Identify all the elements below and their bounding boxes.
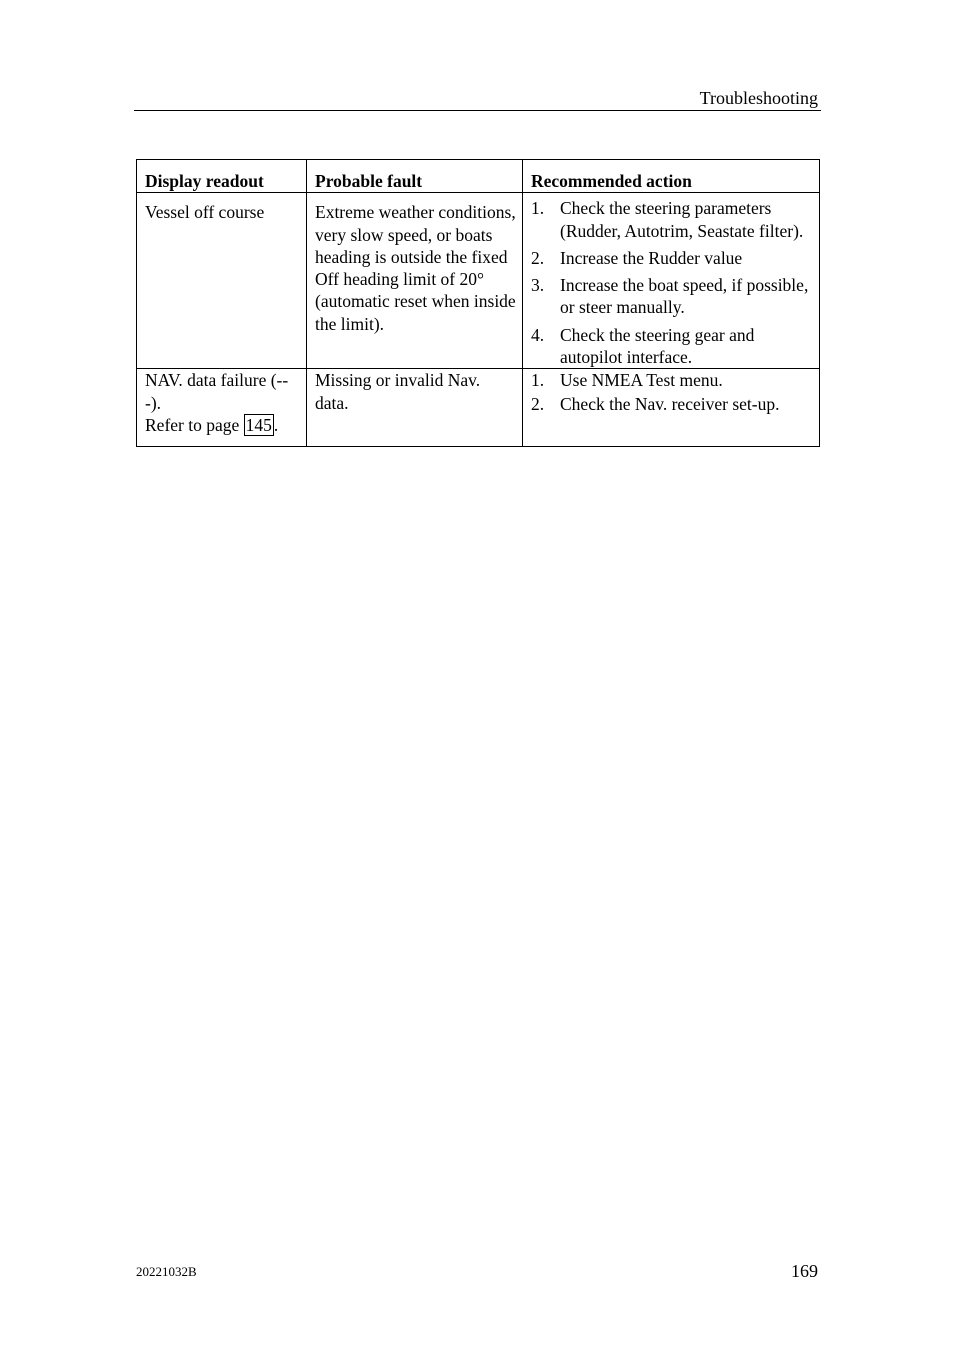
table-row	[137, 193, 820, 369]
column-header-recommended-action: Recommended action	[523, 160, 820, 193]
action-list	[531, 197, 813, 368]
column-header-display-readout: Display readout	[137, 160, 307, 193]
list-item	[531, 369, 813, 391]
readout-text: NAV. data failure (---).	[145, 370, 289, 413]
action-cell	[523, 369, 820, 447]
page-number: 169	[791, 1261, 818, 1281]
table-header-row	[137, 160, 820, 193]
document-number: 20221032B	[136, 1264, 197, 1279]
fault-cell: Missing or invalid Nav. data.	[307, 369, 523, 447]
list-item-number: 3.	[531, 275, 545, 296]
list-item	[531, 197, 813, 242]
readout-cell: Vessel off course	[137, 193, 307, 369]
troubleshooting-table	[136, 159, 820, 447]
table-row	[137, 369, 820, 447]
page-reference-suffix: .	[273, 414, 279, 435]
list-item-text: Check the Nav. receiver set-up.	[560, 393, 780, 414]
list-item-text: Check the steering gear and autopilot interface.	[560, 324, 755, 368]
action-list	[531, 369, 813, 415]
list-item-number: 4.	[531, 324, 545, 345]
list-item	[531, 324, 813, 369]
list-item-text: Increase the boat speed, if possible, or steer manually.	[560, 275, 809, 318]
page-reference-prefix: Refer to page	[145, 414, 244, 435]
list-item-text: Check the steering parameters (Rudder, Autotrim, Seastate filter).	[560, 198, 804, 241]
list-item	[531, 247, 813, 269]
fault-cell: Extreme weather conditions, very slow speed, or boats heading is outside the fixed Off heading limit of 20° (automatic reset when inside the limit).	[307, 193, 523, 369]
list-item-text: Increase the Rudder value	[560, 247, 743, 268]
list-item	[531, 393, 813, 415]
list-item	[531, 274, 813, 319]
action-cell	[523, 193, 820, 369]
list-item-text: Use NMEA Test menu.	[560, 370, 723, 391]
list-item-number: 1.	[531, 370, 545, 391]
header-rule	[134, 110, 821, 111]
list-item-number: 2.	[531, 393, 545, 414]
page-reference-link[interactable]: 145	[245, 414, 272, 435]
list-item-number: 1.	[531, 198, 545, 219]
list-item-number: 2.	[531, 247, 545, 268]
page-header-title: Troubleshooting	[699, 88, 818, 108]
column-header-probable-fault: Probable fault	[307, 160, 523, 193]
readout-cell	[137, 369, 307, 447]
